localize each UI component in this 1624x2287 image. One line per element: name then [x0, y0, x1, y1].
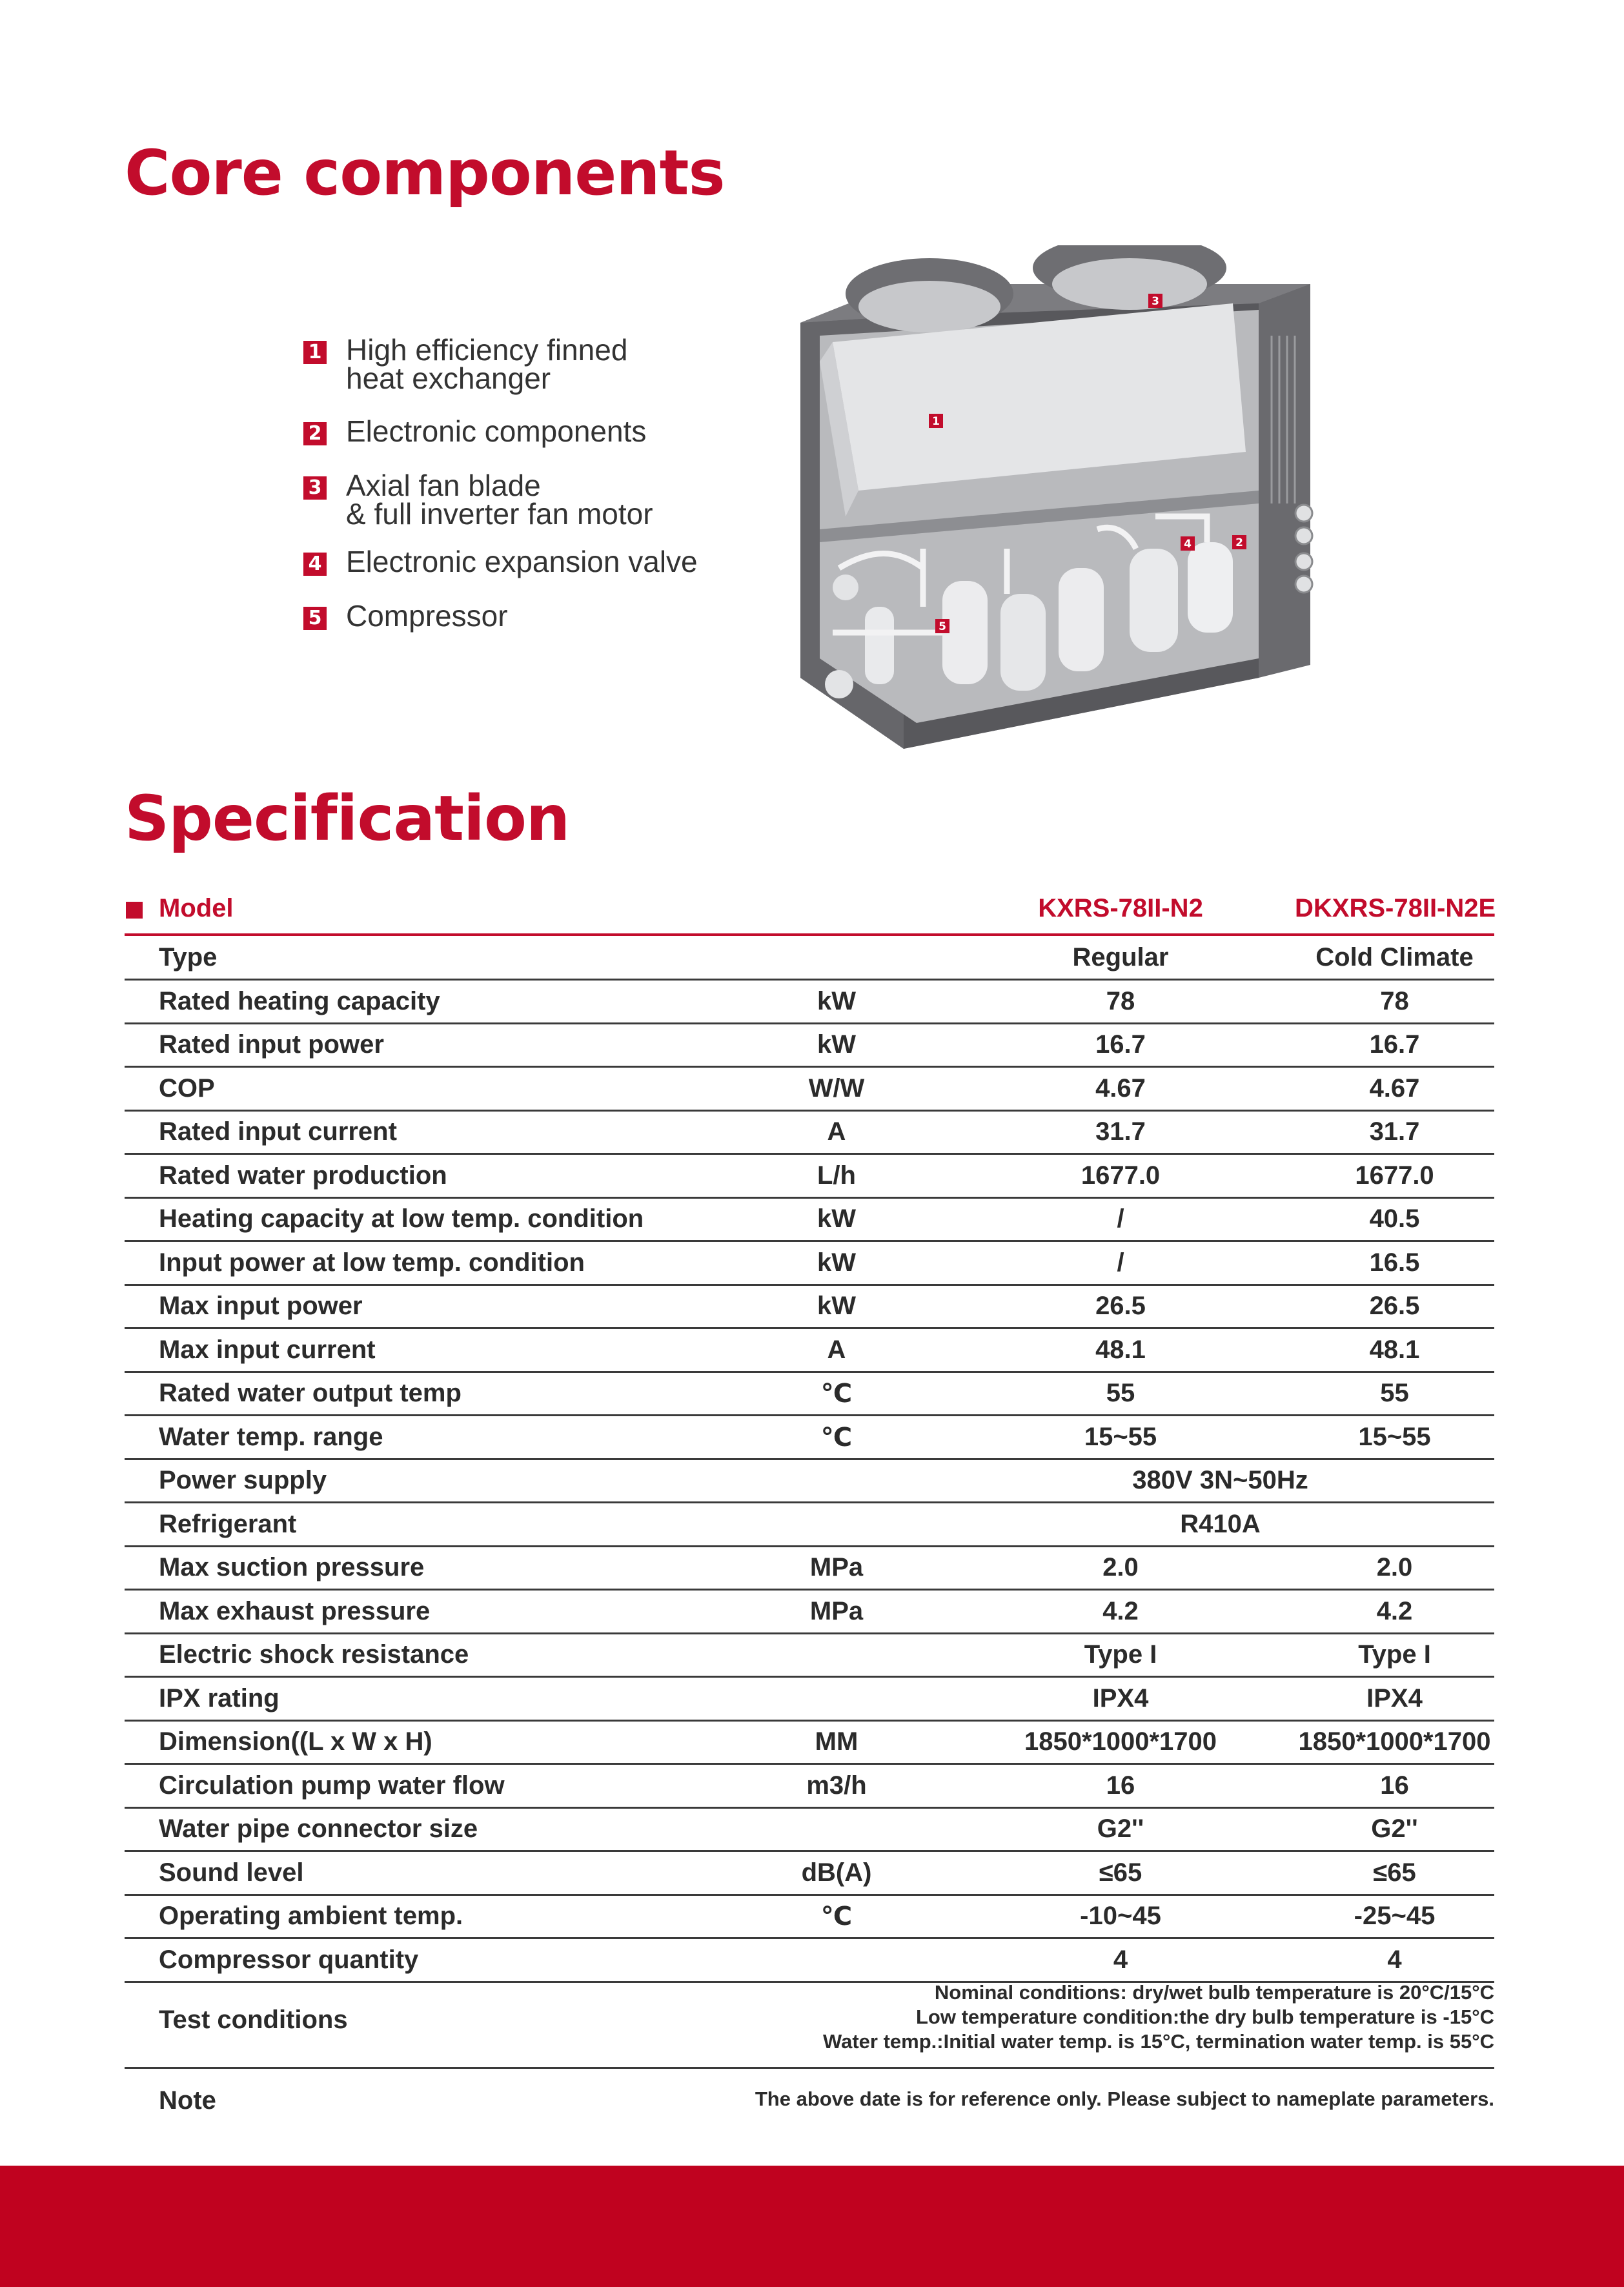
row-divider	[125, 1197, 1494, 1199]
row-label: Rated water output temp	[159, 1379, 462, 1407]
row-divider	[125, 1632, 1494, 1634]
svg-text:2: 2	[1235, 536, 1243, 549]
row-value-model2: 31.7	[1369, 1117, 1420, 1146]
row-value-model1: -10~45	[1080, 1902, 1161, 1930]
component-number-badge: 4	[303, 553, 327, 576]
component-number-badge: 3	[303, 476, 327, 500]
header-model1: KXRS-78II-N2	[1038, 894, 1203, 922]
row-value-model1: IPX4	[1092, 1683, 1149, 1713]
test-condition-line-1: Nominal conditions: dry/wet bulb temperature is 20°C/15°C	[934, 1981, 1494, 2004]
row-value-shared: 380V 3N~50Hz	[1132, 1466, 1308, 1494]
square-bullet-icon	[126, 902, 143, 919]
row-divider	[125, 1807, 1494, 1809]
row-label: Water temp. range	[159, 1422, 383, 1451]
row-value-model2: 78	[1380, 986, 1409, 1015]
row-label: Note	[159, 2086, 216, 2115]
test-condition-line-2: Low temperature condition:the dry bulb temperature is -15°C	[915, 2006, 1494, 2028]
row-value-model2: ≤65	[1373, 1858, 1416, 1887]
header-model-label: Model	[159, 894, 234, 922]
row-value-model2: 16	[1380, 1771, 1409, 1800]
row-value-model2: 15~55	[1358, 1422, 1431, 1451]
row-unit: kW	[817, 986, 856, 1015]
component-item-4	[303, 547, 698, 576]
component-number-badge: 1	[303, 341, 327, 364]
row-unit: kW	[817, 1292, 856, 1320]
component-label: Axial fan blade & full inverter fan motor	[346, 469, 653, 531]
footer-bar	[0, 2166, 1624, 2287]
row-value-model1: 78	[1106, 986, 1135, 1015]
row-label: Max suction pressure	[159, 1553, 425, 1581]
header-model2: DKXRS-78II-N2E	[1295, 894, 1496, 922]
row-value-model1: Regular	[1072, 943, 1169, 971]
row-value-model2: 55	[1380, 1379, 1409, 1407]
row-label: Rated input power	[159, 1030, 384, 1059]
component-item-5	[303, 599, 508, 633]
header-divider	[125, 933, 1494, 936]
row-divider	[125, 1110, 1494, 1112]
row-divider	[125, 1153, 1494, 1155]
row-unit: ℃	[820, 1423, 853, 1452]
row-label: Power supply	[159, 1466, 327, 1494]
row-label: Circulation pump water flow	[159, 1771, 505, 1800]
row-divider	[125, 1589, 1494, 1591]
row-value-model1: 1850*1000*1700	[1024, 1727, 1217, 1756]
row-value-model2: -25~45	[1354, 1902, 1436, 1930]
row-unit: m3/h	[806, 1771, 867, 1800]
row-value-model2: Cold Climate	[1315, 943, 1474, 971]
row-value-model1: 31.7	[1095, 1117, 1146, 1146]
row-value-model1: /	[1117, 1248, 1124, 1277]
row-value-model2: 16.7	[1369, 1030, 1420, 1059]
row-value-model2: 16.5	[1369, 1248, 1420, 1277]
component-item-3	[303, 469, 653, 531]
row-unit: L/h	[817, 1161, 856, 1190]
row-divider	[125, 1894, 1494, 1896]
row-divider	[125, 1371, 1494, 1373]
row-label: Rated input current	[159, 1117, 397, 1146]
heat-pump-unit-illustration	[794, 245, 1317, 755]
row-unit: A	[827, 1335, 846, 1364]
row-divider	[125, 1240, 1494, 1242]
row-label: Input power at low temp. condition	[159, 1248, 585, 1277]
row-divider	[125, 1720, 1494, 1722]
row-value-model1: 15~55	[1084, 1422, 1157, 1451]
row-value-model2: 2.0	[1376, 1553, 1413, 1581]
row-unit: kW	[817, 1248, 856, 1277]
row-value-model1: 48.1	[1095, 1335, 1146, 1364]
component-label: Electronic components	[346, 414, 647, 448]
svg-text:4: 4	[1184, 538, 1192, 551]
row-divider	[125, 1066, 1494, 1068]
row-value-model2: 4.2	[1376, 1596, 1413, 1625]
row-label: Type	[159, 943, 218, 971]
row-label: Electric shock resistance	[159, 1640, 469, 1669]
row-value-model1: 2.0	[1102, 1553, 1139, 1581]
row-value-model2: 4.67	[1369, 1073, 1420, 1103]
row-label: Test conditions	[159, 2006, 348, 2034]
component-label: Electronic expansion valve	[346, 545, 698, 578]
row-unit: MPa	[809, 1553, 864, 1581]
row-unit: A	[827, 1117, 846, 1146]
component-label: High efficiency finned heat exchanger	[346, 333, 628, 395]
row-label: Sound level	[159, 1858, 304, 1887]
row-label: Max input power	[159, 1292, 363, 1320]
row-value-model1: ≤65	[1099, 1858, 1142, 1887]
svg-text:3: 3	[1152, 295, 1159, 308]
row-label: Compressor quantity	[159, 1945, 419, 1974]
row-value-model1: G2''	[1097, 1814, 1144, 1843]
row-divider	[125, 1676, 1494, 1678]
component-item-1	[303, 333, 628, 395]
row-value-model2: IPX4	[1366, 1683, 1423, 1713]
row-value-model1: 1677.0	[1081, 1161, 1161, 1190]
row-divider	[125, 1414, 1494, 1416]
row-divider	[125, 979, 1494, 981]
row-value-model2: 1677.0	[1355, 1161, 1434, 1190]
row-unit: dB(A)	[801, 1858, 872, 1887]
row-divider	[125, 1327, 1494, 1329]
row-value-model2: Type I	[1358, 1640, 1431, 1669]
test-condition-line-3: Water temp.:Initial water temp. is 15°C, termination water temp. is 55°C	[822, 2030, 1494, 2053]
row-unit: ℃	[820, 1902, 853, 1931]
row-value-model2: 4	[1387, 1945, 1402, 1974]
row-value-model1: /	[1117, 1204, 1124, 1233]
component-label: Compressor	[346, 599, 508, 633]
component-number-badge: 5	[303, 607, 327, 630]
row-unit: kW	[817, 1204, 856, 1233]
note-text: The above date is for reference only. Please subject to nameplate parameters.	[755, 2088, 1494, 2110]
row-divider	[125, 1501, 1494, 1503]
row-value-model1: 4	[1113, 1945, 1128, 1974]
row-value-model2: 1850*1000*1700	[1298, 1727, 1491, 1756]
row-label: Rated water production	[159, 1161, 447, 1190]
row-value-model1: 4.2	[1102, 1596, 1139, 1625]
row-label: Max exhaust pressure	[159, 1596, 431, 1625]
row-value-model1: 16.7	[1095, 1030, 1146, 1059]
specification-heading: Specification	[125, 782, 570, 855]
row-value-model1: Type I	[1084, 1640, 1157, 1669]
row-label: Heating capacity at low temp. condition	[159, 1204, 644, 1233]
svg-text:5: 5	[939, 620, 946, 633]
row-divider	[125, 1937, 1494, 1939]
row-divider	[125, 1458, 1494, 1460]
row-label: IPX rating	[159, 1683, 279, 1713]
component-number-badge: 2	[303, 422, 327, 445]
row-unit: kW	[817, 1030, 856, 1059]
row-value-model2: 40.5	[1369, 1204, 1420, 1233]
row-unit: MPa	[809, 1596, 864, 1625]
row-unit: MM	[815, 1727, 858, 1756]
row-value-model2: 48.1	[1369, 1335, 1420, 1364]
row-value-model1: 4.67	[1095, 1073, 1146, 1103]
component-item-2	[303, 414, 647, 448]
row-label: COP	[159, 1073, 215, 1103]
row-value-model2: 26.5	[1369, 1292, 1420, 1320]
core-components-heading: Core components	[125, 137, 725, 209]
row-label: Refrigerant	[159, 1509, 297, 1538]
row-value-model1: 26.5	[1095, 1292, 1146, 1320]
svg-text:1: 1	[932, 415, 940, 428]
row-label: Dimension((L x W x H)	[159, 1727, 432, 1756]
row-value-shared: R410A	[1180, 1509, 1261, 1538]
row-value-model1: 16	[1106, 1771, 1135, 1800]
row-label: Water pipe connector size	[159, 1814, 478, 1843]
row-divider	[125, 1022, 1494, 1024]
row-label: Rated heating capacity	[159, 986, 440, 1015]
row-divider	[125, 1763, 1494, 1765]
row-label: Operating ambient temp.	[159, 1902, 463, 1930]
row-value-model2: G2''	[1371, 1814, 1418, 1843]
row-unit: W/W	[808, 1073, 865, 1103]
row-divider	[125, 1545, 1494, 1547]
row-unit: ℃	[820, 1379, 853, 1408]
row-divider	[125, 1284, 1494, 1286]
row-value-model1: 55	[1106, 1379, 1135, 1407]
row-divider	[125, 2067, 1494, 2069]
row-divider	[125, 1850, 1494, 1852]
row-label: Max input current	[159, 1335, 376, 1364]
